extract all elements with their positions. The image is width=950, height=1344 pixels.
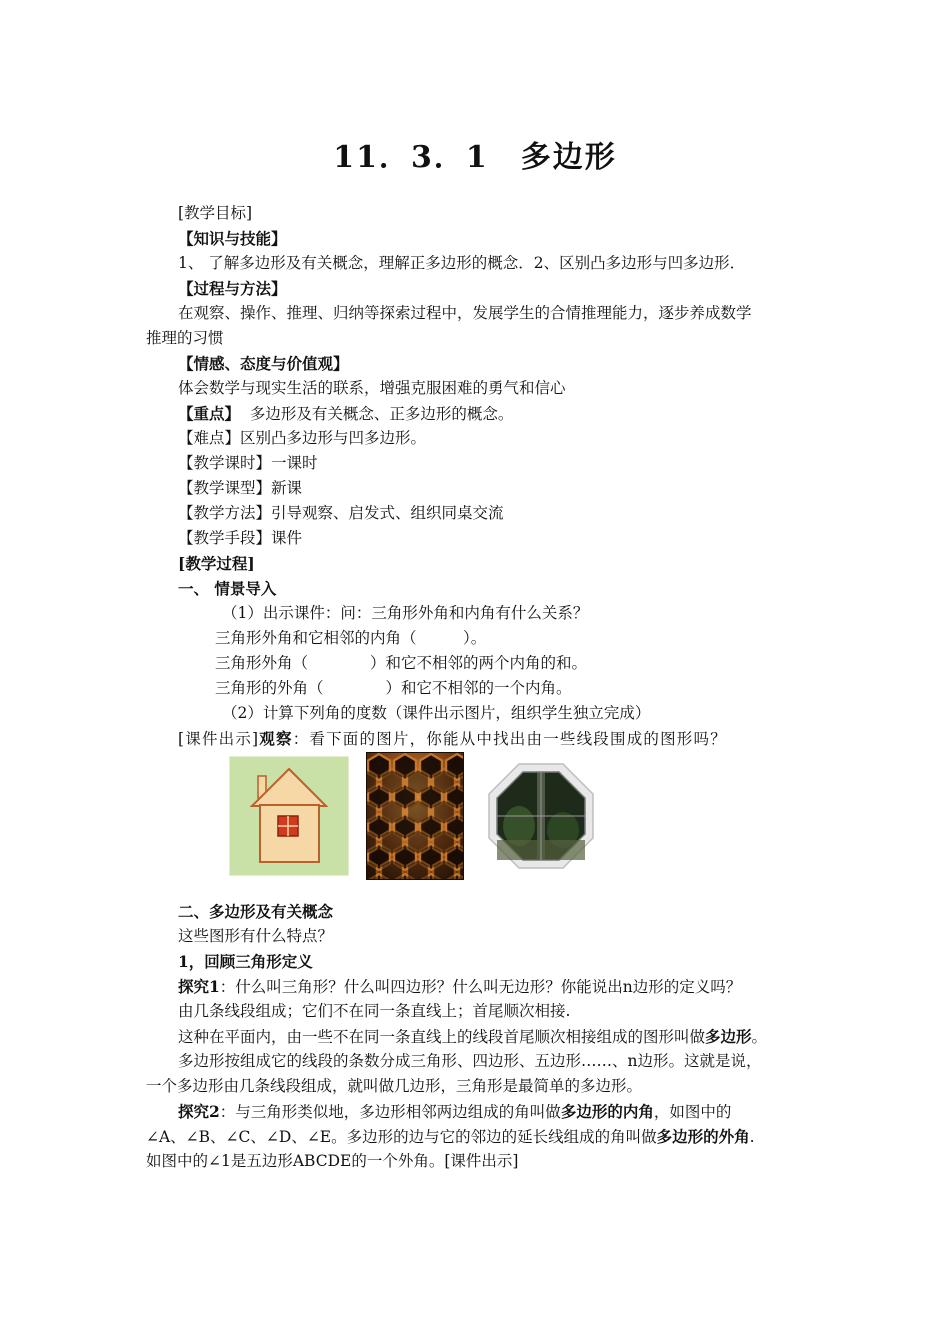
hours-line: 【教学课时】一课时 [178, 454, 318, 472]
page-title: 11．3．1 多边形 [333, 140, 617, 175]
honeycomb-picture [366, 752, 464, 880]
polygon-definition-line [178, 1024, 767, 1050]
difficulty-line: 【难点】区别凸多边形与凹多边形。 [178, 429, 427, 447]
attitude-text: 体会数学与现实生活的联系，增强克服困难的勇气和信心 [178, 379, 566, 397]
polygon-term: 多边形 [705, 1027, 752, 1046]
question-2: （2）计算下列角的度数（课件出示图片，组织学生独立完成） [222, 704, 651, 722]
courseware-show-line [178, 726, 727, 752]
knowledge-text: 1、 了解多边形及有关概念，理解正多边形的概念．2、区别凸多边形与凹多边形． [178, 254, 746, 272]
section2-question: 这些图形有什么特点？ [178, 927, 334, 945]
process-method-heading: 【过程与方法】 [178, 279, 287, 298]
knowledge-heading: 【知识与技能】 [178, 229, 287, 248]
exterior-angle-term: 多边形的外角 [656, 1127, 750, 1146]
method-line: 【教学方法】引导观察、启发式、组织同桌交流 [178, 504, 504, 522]
section1-heading: 一、 情景导入 [178, 579, 277, 598]
attitude-heading: 【情感、态度与价值观】 [178, 354, 349, 373]
angles-text: ∠A、∠B、∠C、∠D、∠E。多边形的边与它的邻边的延长线组成的角叫做 [146, 1128, 657, 1146]
exterior-angle-example: 如图中的∠1是五边形ABCDE的一个外角。[课件出示] [146, 1152, 519, 1170]
explore-2-line [178, 1099, 731, 1125]
explore-2-text: ：与三角形类似地，多边形相邻两边组成的角叫做 [219, 1103, 561, 1121]
angles-line [146, 1124, 755, 1150]
polygon-definition-text: 这种在平面内，由一些不在同一条直线上的线段首尾顺次相接组成的图形叫做 [178, 1028, 706, 1046]
classify-line-2: 一个多边形由几条线段组成，就叫做几边形，三角形是最简单的多边形。 [146, 1077, 643, 1095]
explore-1-line [178, 974, 741, 1000]
means-line: 【教学手段】课件 [178, 529, 303, 547]
angles-end: . [749, 1128, 755, 1146]
classify-line-1: 多边形按组成它的线段的条数分成三角形、四边形、五边形……、n边形。这就是说， [178, 1052, 762, 1070]
interior-angle-term: 多边形的内角 [560, 1102, 654, 1121]
key-point-line [178, 401, 513, 427]
observe-label: 观察 [259, 729, 293, 748]
objectives-heading: [教学目标] [178, 204, 253, 222]
review-triangle-heading: 1，回顾三角形定义 [178, 952, 313, 971]
octagon-window-picture [483, 756, 599, 876]
explore-2-text-2: ，如图中的 [653, 1103, 732, 1121]
key-point-text: 多边形及有关概念、正多边形的概念。 [249, 405, 514, 423]
explore-1-label: 探究1 [178, 977, 220, 996]
section2-heading: 二、多边形及有关概念 [178, 902, 334, 921]
teaching-process-heading: [教学过程] [178, 554, 255, 573]
question-1c: 三角形的外角（ ）和它不相邻的一个内角。 [215, 679, 572, 697]
house-picture [229, 756, 349, 876]
process-method-text-1: 在观察、操作、推理、归纳等探索过程中，发展学生的合情推理能力，逐步养成数学 [178, 304, 752, 322]
type-line: 【教学课型】新课 [178, 479, 303, 497]
polygon-definition-end: 。 [751, 1028, 768, 1046]
observe-text: ：看下面的图片，你能从中找出由一些线段围成的图形吗？ [292, 730, 727, 748]
answer-1: 由几条线段组成；它们不在同一条直线上；首尾顺次相接. [178, 1002, 571, 1020]
key-point-label: 【重点】 [178, 404, 241, 423]
question-1: （1）出示课件：问：三角形外角和内角有什么关系？ [222, 604, 589, 622]
question-1a: 三角形外角和它相邻的内角（ ）。 [215, 629, 487, 647]
explore-2-label: 探究2 [178, 1102, 220, 1121]
process-method-text-2: 推理的习惯 [146, 329, 224, 347]
question-1b: 三角形外角（ ）和它不相邻的两个内角的和。 [215, 654, 588, 672]
courseware-show-prefix: [课件出示] [178, 730, 260, 748]
explore-1-text: ：什么叫三角形？什么叫四边形？什么叫无边形？你能说出n边形的定义吗？ [219, 978, 742, 996]
